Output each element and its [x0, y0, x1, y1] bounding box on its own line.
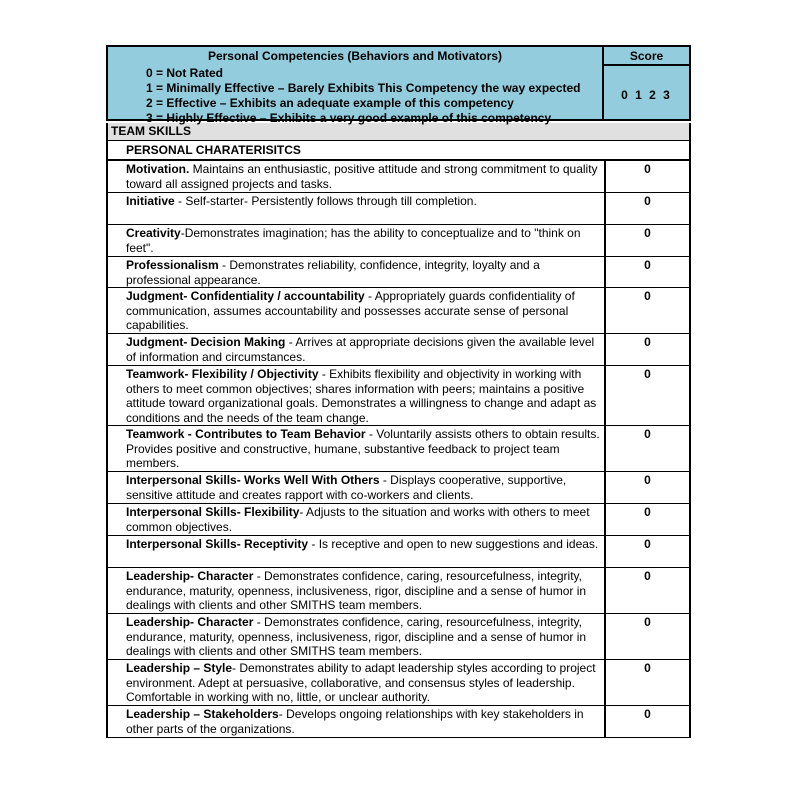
competency-text: - Develops ongoing relationships with key stakeholders in other parts of the organizations.: [126, 707, 584, 736]
competency-description: [108, 706, 606, 737]
competency-description: [108, 193, 606, 224]
competency-row: [106, 366, 691, 426]
competency-title: Leadership – Style: [126, 661, 233, 675]
competency-row: [106, 504, 691, 536]
competency-text: Maintains an enthusiastic, positive attitude and strong commitment to quality toward all assigned projects and tasks.: [126, 162, 598, 191]
score-cell[interactable]: 0: [644, 615, 651, 629]
competency-description: [108, 472, 606, 503]
score-cell[interactable]: 0: [644, 473, 651, 487]
competency-row: [106, 660, 691, 706]
competency-text: - Arrives at appropriate decisions given the available level of information and circumstances.: [126, 335, 595, 364]
competency-description: [108, 161, 606, 192]
score-cell[interactable]: 0: [644, 226, 651, 240]
competency-title: Professionalism: [126, 258, 219, 272]
section-team-skills: TEAM SKILLS: [106, 123, 691, 141]
competency-title: Judgment- Confidentiality / accountability: [126, 289, 365, 303]
score-cell[interactable]: 0: [644, 537, 651, 551]
competency-description: [108, 660, 606, 705]
competency-description: [108, 614, 606, 659]
score-title: Score: [604, 47, 689, 66]
score-cell[interactable]: 0: [644, 427, 651, 441]
score-cell[interactable]: 0: [644, 569, 651, 583]
competency-description: [108, 504, 606, 535]
competency-row: [106, 257, 691, 288]
competency-sheet: [106, 45, 691, 736]
competency-row: [106, 225, 691, 257]
competency-title: Interpersonal Skills- Flexibility: [126, 505, 300, 519]
competency-row: [106, 568, 691, 614]
competency-title: Judgment- Decision Making: [126, 335, 286, 349]
score-cell[interactable]: 0: [644, 335, 651, 349]
competency-text: - Self-starter- Persistently follows through till completion.: [174, 194, 477, 208]
score-header-cell: [604, 45, 691, 121]
competency-title: Leadership- Character: [126, 615, 254, 629]
competency-title: Leadership – Stakeholders: [126, 707, 279, 721]
score-cell[interactable]: 0: [644, 661, 651, 675]
score-scale: 0 1 2 3: [621, 88, 672, 102]
competency-text: - Is receptive and open to new suggestions and ideas.: [308, 537, 599, 551]
competency-row: [106, 193, 691, 225]
competency-text: - Demonstrates ability to adapt leadership styles according to project environment. Adept at persuasive, collaborative, and consensus styles of leadership. Comfortable in working with no, little, or unclear authority.: [126, 661, 596, 705]
competency-description: [108, 536, 606, 567]
competency-title: Motivation.: [126, 162, 190, 176]
competency-row: [106, 472, 691, 504]
competency-description: [108, 225, 606, 256]
competency-text: - Displays cooperative, supportive, sensitive attitude and creates rapport with co-workers and clients.: [126, 473, 567, 502]
competency-description: [108, 334, 606, 365]
competency-description: [108, 288, 606, 333]
competency-text: - Exhibits flexibility and objectivity in working with others to meet common objectives; shares information with peers; maintains a positive attitude toward organizational goals. Demonstrates a willingness to change and adapt as conditions and the needs of the team change.: [126, 367, 597, 425]
legend-item: 1 = Minimally Effective – Barely Exhibits This Competency the way expected: [146, 81, 581, 95]
competency-header-cell: [106, 45, 604, 125]
score-cell[interactable]: 0: [644, 162, 651, 176]
competency-rows: [106, 161, 691, 738]
competency-text: -Demonstrates imagination; has the ability to conceptualize and to "think on feet".: [126, 226, 581, 255]
competency-description: [108, 257, 606, 287]
score-cell[interactable]: 0: [644, 707, 651, 721]
competency-text: - Demonstrates confidence, caring, resourcefulness, integrity, endurance, maturity, openness, inclusiveness, rigor, discipline and a sense of humor in dealings with clients and other SMITHS team members.: [126, 569, 587, 613]
competency-title: Creativity: [126, 226, 181, 240]
competency-text: - Appropriately guards confidentiality of communication, assumes accountability and possesses accurate sense of personal capabilities.: [126, 289, 575, 333]
competency-description: [108, 568, 606, 613]
competency-text: - Demonstrates confidence, caring, resourcefulness, integrity, endurance, maturity, openness, inclusiveness, rigor, discipline and a sense of humor in dealings with clients and other SMITHS team members.: [126, 615, 587, 659]
competency-title: Leadership- Character: [126, 569, 254, 583]
subsection-personal-characteristics: PERSONAL CHARATERISITCS: [106, 141, 691, 161]
competency-description: [108, 366, 606, 425]
competency-row: [106, 536, 691, 568]
competency-description: [108, 426, 606, 471]
competency-row: [106, 426, 691, 472]
competency-text: - Voluntarily assists others to obtain results. Provides positive and constructive, humane, substantive feedback to project team members.: [126, 427, 600, 471]
competency-text: - Adjusts to the situation and works with others to meet common objectives.: [126, 505, 590, 534]
legend-item: 0 = Not Rated: [146, 66, 224, 80]
competency-row: [106, 334, 691, 366]
table-header: [106, 45, 691, 123]
competency-title: Interpersonal Skills- Receptivity: [126, 537, 309, 551]
competency-row: [106, 161, 691, 193]
competency-text: - Demonstrates reliability, confidence, integrity, loyalty and a professional appearance.: [126, 258, 540, 287]
competency-title: Teamwork- Flexibility / Objectivity: [126, 367, 319, 381]
legend-item: 3 = Highly Effective – Exhibits a very good example of this competency: [146, 111, 552, 125]
score-cell[interactable]: 0: [644, 258, 651, 272]
score-cell[interactable]: 0: [644, 367, 651, 381]
competency-row: [106, 288, 691, 334]
competency-title: Interpersonal Skills- Works Well With Others: [126, 473, 380, 487]
rating-legend: [146, 66, 602, 126]
score-cell[interactable]: 0: [644, 505, 651, 519]
competency-row: [106, 614, 691, 660]
score-cell[interactable]: 0: [644, 194, 651, 208]
competency-title: Initiative: [126, 194, 175, 208]
competency-row: [106, 706, 691, 738]
legend-item: 2 = Effective – Exhibits an adequate example of this competency: [146, 96, 514, 110]
competency-title: Teamwork - Contributes to Team Behavior: [126, 427, 366, 441]
competency-title: Personal Competencies (Behaviors and Motivators): [207, 49, 503, 63]
score-cell[interactable]: 0: [644, 289, 651, 303]
